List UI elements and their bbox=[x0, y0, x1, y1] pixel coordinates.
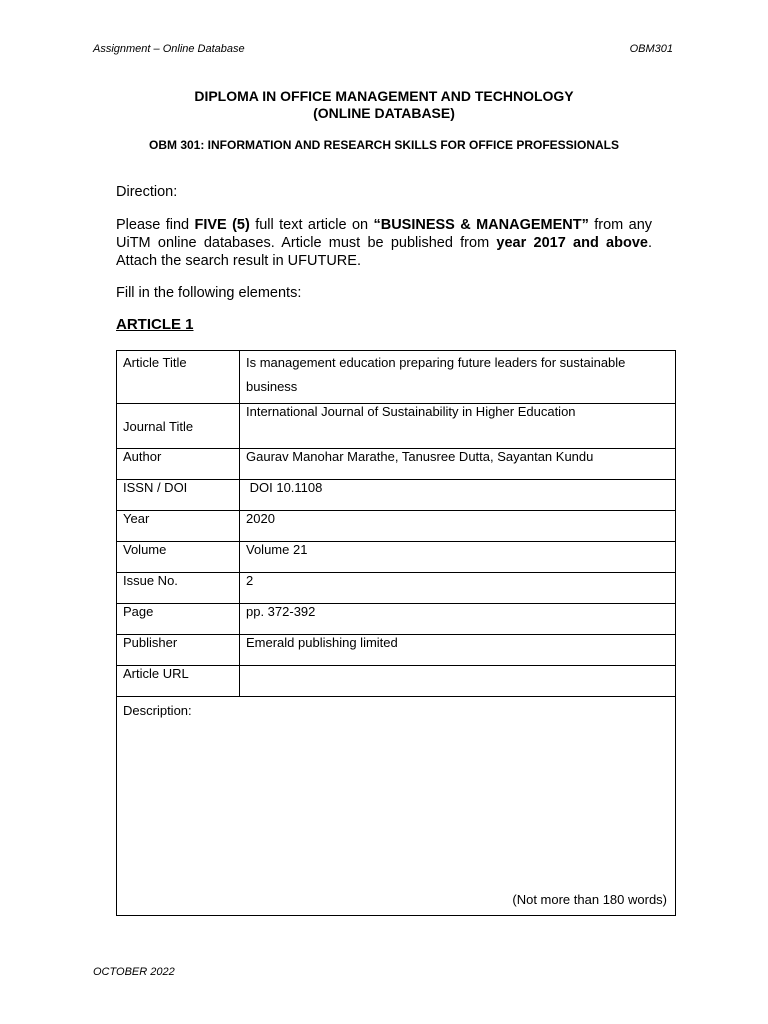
table-row bbox=[117, 351, 676, 404]
row-label: ISSN / DOI bbox=[117, 480, 240, 511]
instruction-emphasis: “BUSINESS & MANAGEMENT” bbox=[373, 217, 589, 233]
row-label: Author bbox=[117, 449, 240, 480]
document-title-sub: (ONLINE DATABASE) bbox=[313, 105, 455, 121]
instruction-text: Please find bbox=[116, 217, 195, 233]
row-label: Journal Title bbox=[117, 404, 240, 449]
direction-label: Direction: bbox=[116, 184, 178, 200]
article-table bbox=[116, 350, 676, 916]
row-value: International Journal of Sustainability in Higher Education bbox=[240, 404, 676, 449]
header-assignment-label: Assignment – Online Database bbox=[93, 43, 245, 55]
row-label: Issue No. bbox=[117, 573, 240, 604]
word-limit-note: (Not more than 180 words) bbox=[512, 892, 667, 907]
table-row bbox=[117, 511, 676, 542]
instruction-text: from any UiTM online databases. Article must be published from bbox=[116, 217, 653, 251]
row-value: 2020 bbox=[240, 511, 676, 542]
article-url-field[interactable] bbox=[240, 666, 676, 697]
row-value: Emerald publishing limited bbox=[240, 635, 676, 666]
header-course-code: OBM301 bbox=[629, 43, 673, 55]
row-value: Gaurav Manohar Marathe, Tanusree Dutta, Sayantan Kundu bbox=[240, 449, 676, 480]
instruction-text: full text article on bbox=[249, 217, 374, 233]
row-value: 2 bbox=[240, 573, 676, 604]
course-title: OBM 301: INFORMATION AND RESEARCH SKILLS FOR OFFICE PROFESSIONALS bbox=[148, 138, 620, 152]
table-row bbox=[117, 635, 676, 666]
table-row bbox=[117, 697, 676, 916]
instruction-emphasis: year 2017 and above bbox=[496, 235, 648, 251]
footer-date: OCTOBER 2022 bbox=[93, 966, 175, 978]
fill-instruction: Fill in the following elements: bbox=[116, 285, 302, 301]
row-label: Article Title bbox=[117, 351, 240, 404]
row-label: Article URL bbox=[117, 666, 240, 697]
row-label: Volume bbox=[117, 542, 240, 573]
description-field[interactable] bbox=[117, 697, 676, 916]
instruction-emphasis: FIVE (5) bbox=[194, 217, 250, 233]
document-title: DIPLOMA IN OFFICE MANAGEMENT AND TECHNOLOGY bbox=[194, 88, 574, 104]
row-value: Is management education preparing future leaders for sustainable business bbox=[240, 351, 676, 404]
row-value: Volume 21 bbox=[240, 542, 676, 573]
table-row bbox=[117, 666, 676, 697]
table-row bbox=[117, 449, 676, 480]
table-row bbox=[117, 480, 676, 511]
table-row bbox=[117, 573, 676, 604]
row-label: Publisher bbox=[117, 635, 240, 666]
row-label: Page bbox=[117, 604, 240, 635]
table-row bbox=[117, 542, 676, 573]
table-row bbox=[117, 404, 676, 449]
row-value: pp. 372-392 bbox=[240, 604, 676, 635]
instructions-paragraph bbox=[116, 216, 652, 270]
row-label: Year bbox=[117, 511, 240, 542]
description-label: Description: bbox=[123, 703, 192, 718]
table-row bbox=[117, 604, 676, 635]
row-value: DOI 10.1108 bbox=[240, 480, 676, 511]
article-heading: ARTICLE 1 bbox=[116, 316, 194, 333]
instruction-text: . Attach the search result in UFUTURE. bbox=[116, 235, 652, 269]
